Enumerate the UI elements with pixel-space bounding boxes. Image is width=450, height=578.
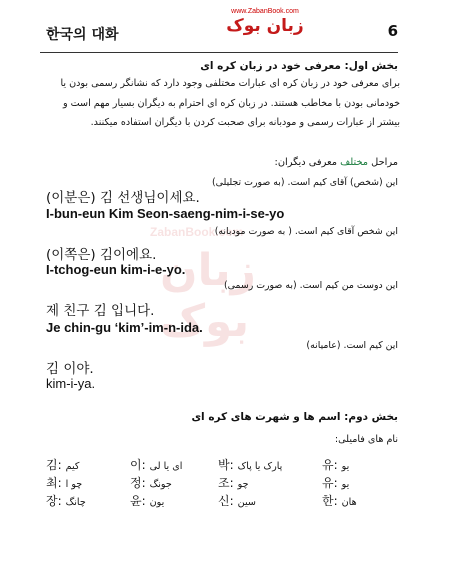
surname-persian: چو xyxy=(237,479,249,490)
section-2-title: بخش دوم: اسم ها و شهرت های کره ای xyxy=(191,411,398,423)
surname-persian: پارک یا پاک xyxy=(237,461,283,472)
subheading xyxy=(275,157,398,168)
surname-cell xyxy=(218,456,282,473)
surname-cell xyxy=(130,456,182,473)
surname-korean: 이: xyxy=(130,458,146,472)
page-header xyxy=(40,8,398,53)
surname-persian: چو ا xyxy=(65,479,83,490)
surname-korean: 유: xyxy=(322,458,338,472)
example-3-romanization: Je chin-gu ‘kim’-im-n-ida. xyxy=(46,320,203,335)
surname-cell xyxy=(130,474,172,491)
surname-korean: 정: xyxy=(130,476,146,490)
example-2-romanization: I-tchog-eun kim-i-e-yo. xyxy=(46,262,186,277)
example-1-description: این (شخص) آقای کیم است. (به صورت تجلیلی) xyxy=(212,177,398,188)
surname-korean: 조: xyxy=(218,476,234,490)
example-1-romanization: I-bun-eun Kim Seon-saeng-nim-i-se-yo xyxy=(46,206,285,221)
page-header-title: 한국의 대화 xyxy=(46,27,119,43)
surname-persian: جونگ xyxy=(149,479,172,490)
watermark-wordmark: زبان بوک xyxy=(160,245,256,347)
surname-korean: 한: xyxy=(322,494,338,508)
surname-korean: 장: xyxy=(46,494,62,508)
surname-persian: یون xyxy=(149,497,165,508)
surname-cell xyxy=(46,492,86,509)
section-1-title: بخش اول: معرفی خود در زبان کره ای xyxy=(200,60,398,72)
paragraph-line-1: برای معرفی خود در زبان کره ای عبارات مختلفی وجود دارد که نشانگر رسمی بودن یا xyxy=(60,78,400,89)
logo-wordmark: زبان بوک xyxy=(226,16,304,36)
logo-site-url: www.ZabanBook.com xyxy=(231,8,299,15)
paragraph-line-2: خودمانی بودن با مخاطب هستند. در زبان کره ای احترام به دیگران بسیار مهم است و xyxy=(62,98,400,109)
surname-cell xyxy=(46,474,82,491)
subheading-suffix: معرفی دیگران: xyxy=(274,157,341,168)
surname-cell xyxy=(322,474,349,491)
publisher-logo xyxy=(210,8,320,48)
example-4-description: این کیم است. (عامیانه) xyxy=(306,340,398,351)
example-4-korean: 김 이야. xyxy=(46,361,94,377)
surname-persian: یو xyxy=(341,461,350,472)
paragraph-line-3: بیشتر از عبارات رسمی و مودبانه برای صحبت کردن با دیگران استفاده میکنند. xyxy=(90,117,400,128)
surname-korean: 김: xyxy=(46,458,62,472)
surname-cell xyxy=(218,474,249,491)
surname-persian: سین xyxy=(237,497,256,508)
surname-persian: یو xyxy=(341,479,350,490)
surnames-label: نام های فامیلی: xyxy=(334,434,398,445)
example-3-korean: 제 친구 김 입니다. xyxy=(46,303,155,319)
surname-korean: 박: xyxy=(218,458,234,472)
surname-korean: 유: xyxy=(322,476,338,490)
surname-persian: ای یا لی xyxy=(149,461,183,472)
watermark-site: ZabanBook.com xyxy=(150,225,244,239)
example-2-korean: (이쪽은) 김이에요. xyxy=(46,247,157,263)
surname-korean: 윤: xyxy=(130,494,146,508)
surname-cell xyxy=(322,492,357,509)
surname-persian: کیم xyxy=(65,461,80,472)
subheading-prefix: مراحل xyxy=(368,157,398,168)
surname-persian: هان xyxy=(341,497,357,508)
surname-cell xyxy=(218,492,256,509)
surname-korean: 신: xyxy=(218,494,234,508)
surname-persian: چانگ xyxy=(65,497,86,508)
surname-korean: 최: xyxy=(46,476,62,490)
surname-cell xyxy=(46,456,80,473)
subheading-highlight: مختلف xyxy=(340,157,369,168)
example-2-description: این شخص آقای کیم است. ( به صورت مودبانه) xyxy=(214,226,398,237)
example-1-korean: (이분은) 김 선생님이세요. xyxy=(46,190,200,206)
example-4-romanization: kim-i-ya. xyxy=(46,376,96,391)
surname-cell xyxy=(322,456,349,473)
page-number: 6 xyxy=(387,22,398,40)
example-3-description: این دوست من کیم است. (به صورت رسمی) xyxy=(223,280,398,291)
surname-cell xyxy=(130,492,164,509)
